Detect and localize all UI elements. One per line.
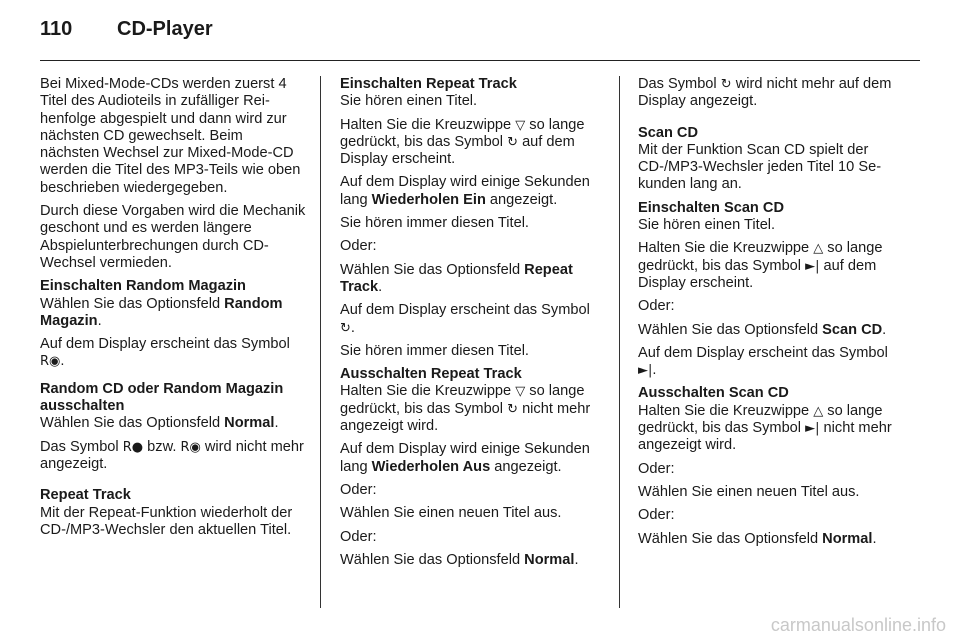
scan-icon: ►| bbox=[638, 363, 653, 379]
paragraph: Das Symbol R● bzw. R◉ wird nicht mehr angezeigt. bbox=[40, 438, 304, 472]
repeat-icon: ↻ bbox=[507, 134, 519, 150]
column-3 bbox=[638, 76, 904, 554]
paragraph: Halten Sie die Kreuzwippe △ so lange gedrückt, bis das Symbol ►| nicht mehr angezeigt wird. bbox=[638, 402, 892, 454]
paragraph: Wählen Sie das Optionsfeld Normal. bbox=[340, 551, 579, 568]
paragraph: Auf dem Display erscheint das Symbol R◉. bbox=[40, 336, 290, 370]
repeat-icon: ↻ bbox=[720, 77, 732, 92]
paragraph: Wählen Sie das Optionsfeld Repeat Track. bbox=[340, 261, 573, 295]
section-heading: Einschalten Scan CD bbox=[638, 199, 784, 216]
paragraph: Oder: bbox=[638, 298, 675, 315]
rocker-up-icon: △ bbox=[813, 241, 824, 257]
repeat-icon: ↻ bbox=[507, 401, 519, 417]
paragraph: Durch diese Vorgaben wird die Mechanik geschont und es werden längere Abspielunterbrechungen durch CD-Wechsel vermieden. bbox=[40, 203, 306, 271]
paragraph: Sie hören einen Titel. bbox=[340, 93, 478, 110]
section-heading: Ausschalten Repeat Track bbox=[340, 366, 522, 383]
paragraph: Wählen Sie das Optionsfeld Random Magazin. bbox=[40, 295, 283, 329]
rocker-down-icon: ▽ bbox=[515, 117, 526, 133]
paragraph: Wählen Sie einen neuen Titel aus. bbox=[340, 505, 562, 522]
paragraph: Auf dem Display wird einige Sekunden lang Wiederholen Ein angezeigt. bbox=[340, 174, 590, 208]
paragraph: Oder: bbox=[340, 238, 377, 255]
scan-icon: ►| bbox=[805, 258, 820, 274]
paragraph: Wählen Sie einen neuen Titel aus. bbox=[638, 483, 860, 500]
scan-icon: ►| bbox=[805, 421, 820, 437]
paragraph: Mit der Funktion Scan CD spielt der CD-/MP3-Wechsler jeden Titel 10 Sekunden lang an. bbox=[638, 141, 882, 193]
column-1 bbox=[40, 76, 306, 545]
column-2 bbox=[340, 76, 606, 575]
paragraph: Bei Mixed-Mode-CDs werden zuerst 4 Titel des Audioteils in zufälliger Reihenfolge abgespielt und dann wird zur nächsten CD gewechselt. Beim nächsten Wechsel zur Mixed-Mode-CD werden die Titel des MP3-Teils wie oben beschrieben wiedergegeben. bbox=[40, 76, 301, 196]
random-cd-icon: R● bbox=[122, 439, 144, 455]
paragraph: Mit der Repeat-Funktion wiederholt der CD-/MP3-Wechsler den aktuellen Titel. bbox=[40, 504, 293, 538]
paragraph: Oder: bbox=[340, 528, 377, 545]
paragraph: Das Symbol ↻ wird nicht mehr auf dem Display angezeigt. bbox=[638, 76, 892, 110]
section-heading: Repeat Track bbox=[40, 487, 131, 504]
paragraph: Sie hören immer diesen Titel. bbox=[340, 342, 529, 359]
paragraph: Sie hören einen Titel. bbox=[638, 217, 776, 234]
random-magazine-icon: R◉ bbox=[180, 439, 201, 455]
section-heading: Ausschalten Scan CD bbox=[638, 385, 789, 402]
paragraph: Auf dem Display wird einige Sekunden lang Wiederholen Aus angezeigt. bbox=[340, 441, 590, 475]
page-header bbox=[40, 18, 213, 41]
paragraph: Halten Sie die Kreuzwippe ▽ so lange gedrückt, bis das Symbol ↻ nicht mehr angezeigt wird. bbox=[340, 383, 591, 435]
random-magazine-icon: R◉ bbox=[40, 354, 61, 370]
section-heading: Einschalten Random Magazin bbox=[40, 278, 246, 295]
rocker-up-icon: △ bbox=[813, 403, 824, 419]
watermark: carmanualsonline.info bbox=[770, 615, 946, 635]
column-divider-2 bbox=[619, 76, 620, 608]
paragraph: Oder: bbox=[638, 507, 675, 524]
paragraph: Wählen Sie das Optionsfeld Scan CD. bbox=[638, 321, 887, 338]
paragraph: Auf dem Display erscheint das Symbol ↻. bbox=[340, 302, 590, 336]
column-divider-1 bbox=[320, 76, 321, 608]
paragraph: Sie hören immer diesen Titel. bbox=[340, 215, 529, 232]
paragraph: Oder: bbox=[638, 460, 675, 477]
page-title: CD-Player bbox=[117, 18, 213, 40]
paragraph: Halten Sie die Kreuzwippe ▽ so lange gedrückt, bis das Symbol ↻ auf dem Display erscheint. bbox=[340, 116, 585, 168]
paragraph: Oder: bbox=[340, 481, 377, 498]
paragraph: Auf dem Display erscheint das Symbol ►|. bbox=[638, 344, 888, 379]
rocker-down-icon: ▽ bbox=[515, 384, 526, 400]
paragraph: Halten Sie die Kreuzwippe △ so lange gedrückt, bis das Symbol ►| auf dem Display erscheint. bbox=[638, 240, 883, 291]
page-number: 110 bbox=[40, 18, 73, 40]
header-rule bbox=[40, 60, 920, 61]
section-heading: Einschalten Repeat Track bbox=[340, 76, 517, 92]
repeat-icon: ↻ bbox=[340, 320, 351, 336]
paragraph: Wählen Sie das Optionsfeld Normal. bbox=[40, 415, 279, 432]
section-heading: Random CD oder Random Magazin ausschalten bbox=[40, 380, 284, 415]
paragraph: Wählen Sie das Optionsfeld Normal. bbox=[638, 530, 877, 547]
section-heading: Scan CD bbox=[638, 124, 699, 141]
